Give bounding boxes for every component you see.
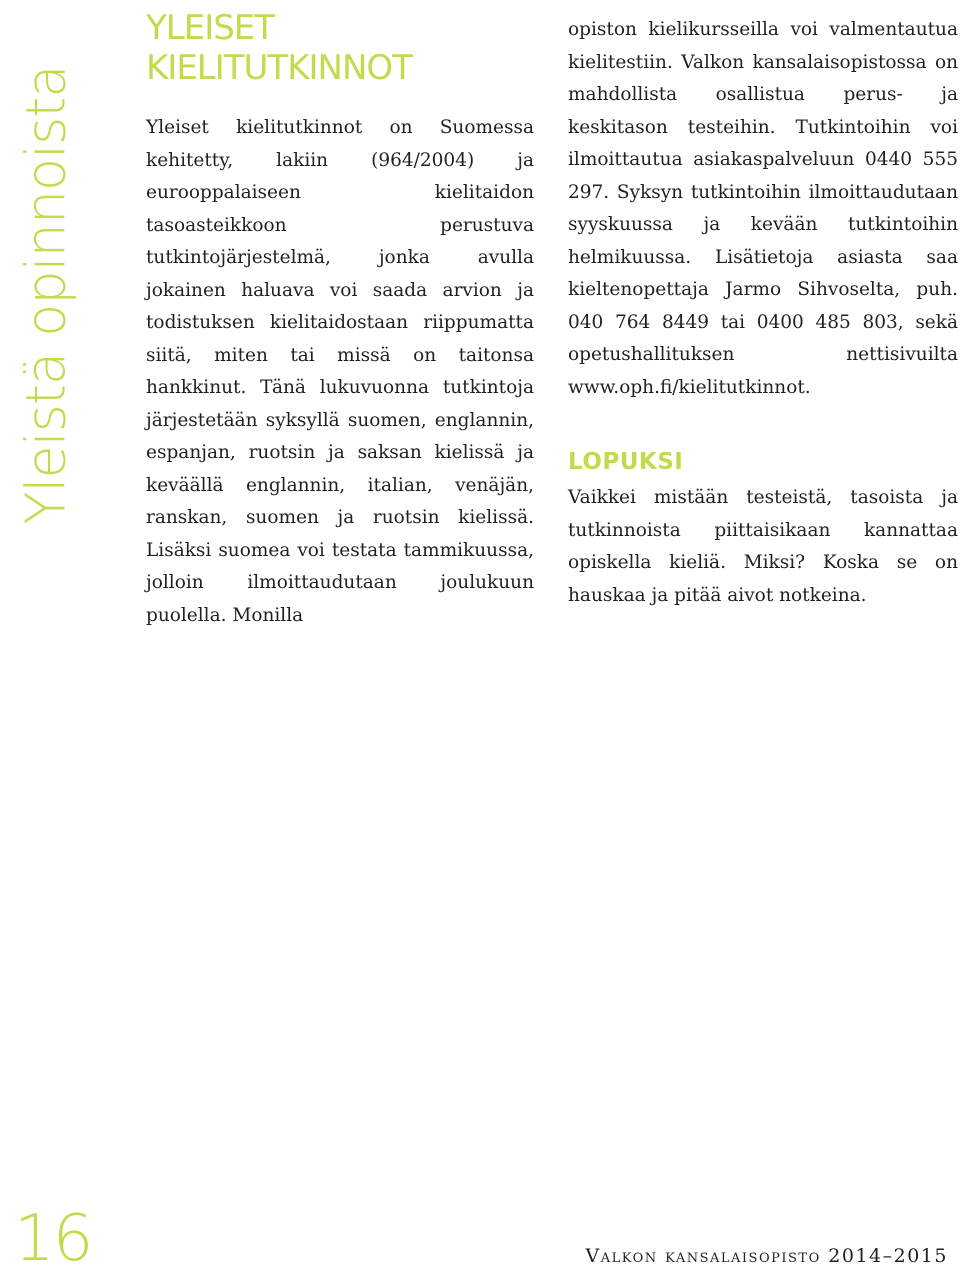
right-column	[568, 14, 958, 612]
side-title	[8, 0, 84, 590]
left-column	[146, 112, 534, 632]
right-paragraph: opiston kielikursseilla voi valmentautua kielitestiin. Valkon kansalaisopistossa on mahdollista osallistua perus- ja keskitason testeihin. Tutkintoihin voi ilmoittautua asiakaspalveluun 0440 555 297. Syksyn tutkintoihin ilmoittaudutaan syyskuussa ja kevään tutkintoihin helmikuussa. Lisätietoja asiasta saa kieltenopettaja Jarmo Sihvoselta, puh. 040 764 8449 tai 0400 485 803, sekä opetushallituksen nettisivuilta www.oph.fi/kielitutkinnot.	[568, 19, 958, 398]
section-heading	[146, 8, 412, 88]
footer-publication: Valkon kansalaisopisto 2014–2015	[585, 1245, 948, 1267]
side-title-text: Yleistä opinnoista	[14, 65, 78, 525]
section-heading-line1: YLEISET	[146, 8, 275, 48]
left-paragraph: Yleiset kielitutkinnot on Suomessa kehitetty, lakiin (964/2004) ja eurooppalaiseen kielitaidon tasoasteikkoon perustuva tutkintojärjestelmä, jonka avulla jokainen haluava voi saada arvion ja todistuksen kielitaidostaan riippumatta siitä, miten tai missä on taitonsa hankkinut. Tänä lukuvuonna tutkintoja järjestetään syksyllä suomen, englannin, espanjan, ruotsin ja saksan kielissä ja keväällä englannin, italian, venäjän, ranskan, suomen ja ruotsin kielissä. Lisäksi suomea voi testata tammikuussa, jolloin ilmoittaudutaan joulukuun puolella. Monilla	[146, 117, 534, 626]
page-number: 16	[14, 1202, 92, 1276]
section-heading-line2: KIELITUTKINNOT	[146, 48, 412, 88]
closing-paragraph: Vaikkei mistään testeistä, tasoista ja tutkinnoista piittaisikaan kannattaa opiskella kieliä. Miksi? Koska se on hauskaa ja pitää aivot notkeina.	[568, 487, 958, 606]
closing-heading: LOPUKSI	[568, 449, 684, 475]
